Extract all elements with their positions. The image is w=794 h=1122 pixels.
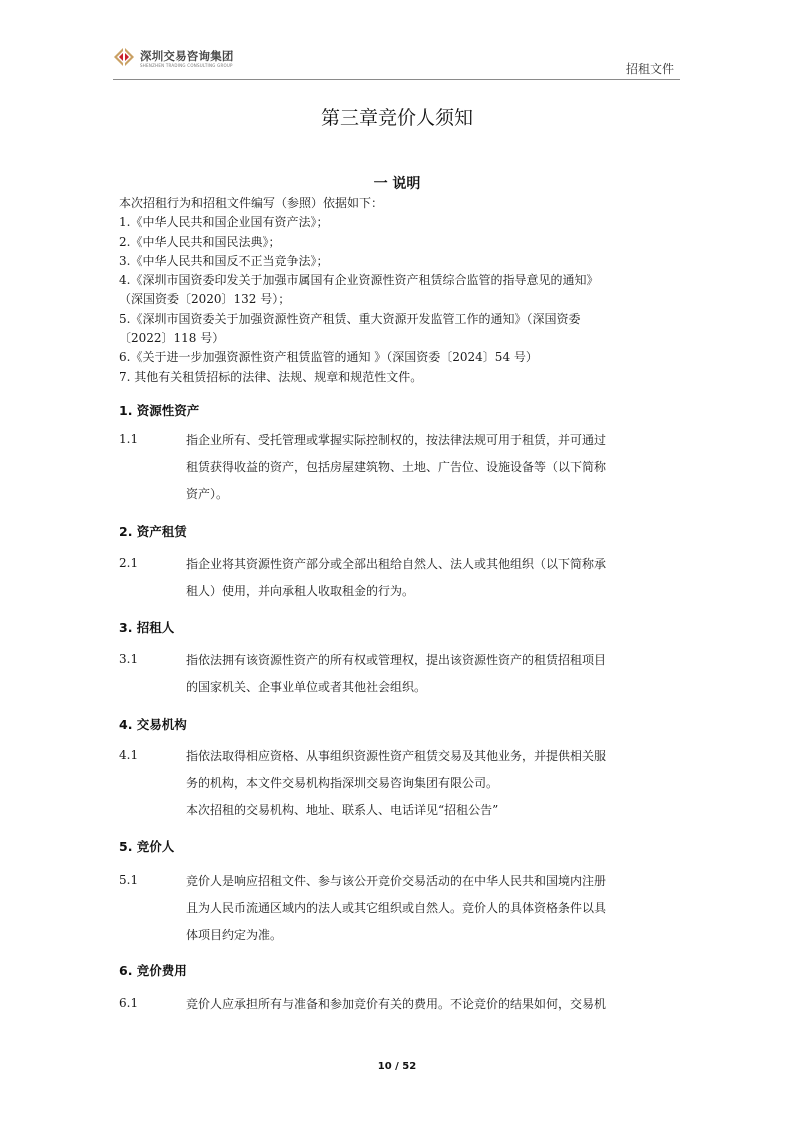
basis-line: 〔2022〕118 号） xyxy=(119,331,225,346)
clause-number: 3.1 xyxy=(119,652,139,666)
clause-number: 5.1 xyxy=(119,873,139,887)
logo-mark-icon xyxy=(113,46,135,68)
clause-text xyxy=(186,868,680,949)
clause-line: 租人）使用，并向承租人收取租金的行为。 xyxy=(186,584,415,598)
clause-number: 1.1 xyxy=(119,432,139,446)
section-heading: 6. 竞价费用 xyxy=(119,963,187,978)
section-heading: 2. 资产租赁 xyxy=(119,524,187,539)
clause-line: 指企业将其资源性资产部分或全部出租给自然人、法人或其他组织（以下简称承 xyxy=(186,557,607,571)
clause-number: 4.1 xyxy=(119,748,139,762)
basis-line: 4.《深圳市国资委印发关于加强市属国有企业资源性资产租赁综合监管的指导意见的通知》 xyxy=(119,273,599,288)
company-logo xyxy=(113,44,253,74)
clause-line: 本次招租的交易机构、地址、联系人、电话详见“招租公告” xyxy=(186,803,499,817)
basis-line: 6.《关于进一步加强资源性资产租赁监管的通知 》（深国资委〔2024〕54 号） xyxy=(119,350,538,365)
section-heading: 3. 招租人 xyxy=(119,620,175,635)
clause-text xyxy=(186,427,680,508)
logo-chinese-name: 深圳交易咨询集团 xyxy=(140,49,234,63)
clause-text xyxy=(186,991,680,1018)
section-heading: 1. 资源性资产 xyxy=(119,403,200,418)
clause-line: 体项目约定为准。 xyxy=(186,928,283,942)
logo-english-name: SHENZHEN TRADING CONSULTING GROUP xyxy=(140,63,233,68)
clause-line: 且为人民币流通区域内的法人或其它组织或自然人。竞价人的具体资格条件以具 xyxy=(186,901,607,915)
section-title: 一 说明 xyxy=(373,176,421,192)
basis-line: 2.《中华人民共和国民法典》； xyxy=(119,234,281,249)
clause-text xyxy=(186,647,680,701)
basis-line: 5.《深圳市国资委关于加强资源性资产租赁、重大资源开发监管工作的通知》（深国资委 xyxy=(119,311,581,326)
clause-line: 指企业所有、受托管理或掌握实际控制权的，按法律法规可用于租赁，并可通过 xyxy=(186,433,607,447)
document-type-label: 招租文件 xyxy=(625,62,674,76)
legal-basis-list xyxy=(119,194,679,387)
clause-line: 竞价人应承担所有与准备和参加竞价有关的费用。不论竞价的结果如何，交易机 xyxy=(186,997,607,1011)
clause-line: 指依法拥有该资源性资产的所有权或管理权，提出该资源性资产的租赁招租项目 xyxy=(186,653,607,667)
basis-line: 1.《中华人民共和国企业国有资产法》； xyxy=(119,215,329,230)
basis-line: 7. 其他有关租赁招标的法律、法规、规章和规范性文件。 xyxy=(119,369,423,384)
clause-number: 6.1 xyxy=(119,996,139,1010)
clause-text xyxy=(186,743,680,824)
chapter-title: 第三章竞价人须知 xyxy=(320,107,473,129)
section-heading: 5. 竞价人 xyxy=(119,839,175,854)
basis-line: 本次招租行为和招租文件编写（参照）依据如下： xyxy=(119,196,384,210)
basis-line: （深国资委〔2020〕132 号）； xyxy=(119,292,291,307)
page-number: 10 / 52 xyxy=(377,1061,417,1072)
clause-line: 务的机构，本文件交易机构指深圳交易咨询集团有限公司。 xyxy=(186,776,499,790)
clause-line: 的国家机关、企事业单位或者其他社会组织。 xyxy=(186,680,427,694)
section-heading: 4. 交易机构 xyxy=(119,717,187,732)
clause-line: 竞价人是响应招租文件、参与该公开竞价交易活动的在中华人民共和国境内注册 xyxy=(186,874,607,888)
clause-number: 2.1 xyxy=(119,556,139,570)
clause-line: 租赁获得收益的资产，包括房屋建筑物、土地、广告位、设施设备等（以下简称 xyxy=(186,460,607,474)
clause-line: 指依法取得相应资格、从事组织资源性资产租赁交易及其他业务，并提供相关服 xyxy=(186,749,607,763)
header-divider xyxy=(113,79,680,80)
page-header xyxy=(113,44,680,78)
basis-line: 3.《中华人民共和国反不正当竞争法》； xyxy=(119,253,329,268)
clause-line: 资产）。 xyxy=(186,487,229,501)
clause-text xyxy=(186,551,680,605)
